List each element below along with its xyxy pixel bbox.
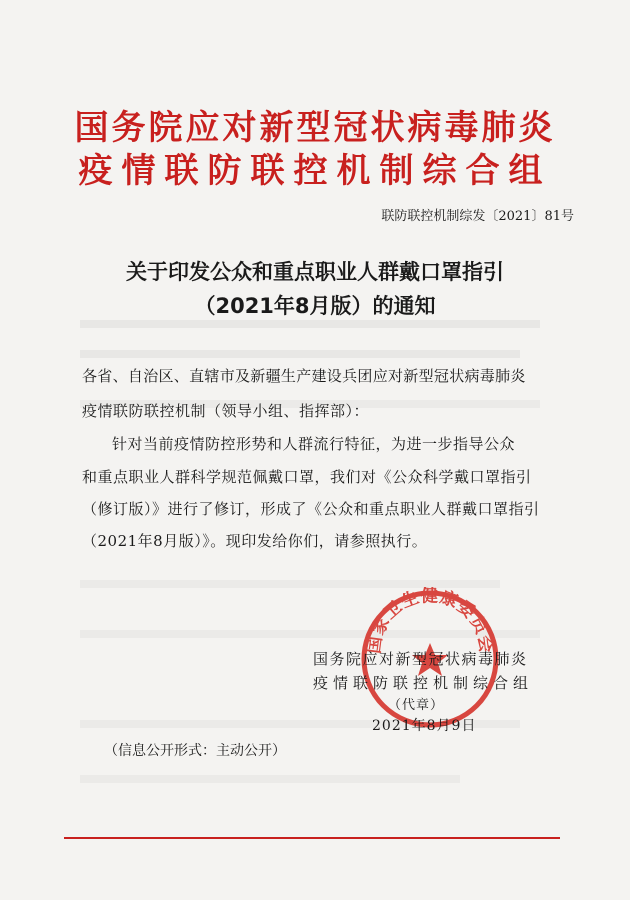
paragraph-line-2: 和重点职业人群科学规范佩戴口罩，我们对《公众科学戴口罩指引	[82, 468, 532, 486]
document-title-line-1: 关于印发公众和重点职业人群戴口罩指引	[126, 260, 504, 284]
document-number: 联防联控机制综发〔2021〕81号	[381, 209, 574, 224]
signature-seal-note: （代章）	[388, 698, 445, 713]
issuer-header-line-2: 疫情联防联控机制综合组	[78, 151, 552, 191]
seal-text: 国家卫生健康委员会	[364, 587, 496, 655]
signature-date: 2021年8月9日	[372, 718, 477, 734]
disclosure-note: （信息公开形式：主动公开）	[104, 743, 286, 759]
recipients-line-2: 疫情联防联控机制（领导小组、指挥部）：	[82, 402, 370, 420]
paragraph-line-1: 针对当前疫情防控形势和人群流行特征，为进一步指导公众	[112, 435, 516, 453]
paragraph-line-3: （修订版）》进行了修订，形成了《公众和重点职业人群戴口罩指引	[82, 500, 540, 518]
document-title-line-2: （2021年8月版）的通知	[194, 294, 436, 318]
signature-issuer-line-2: 疫情联防联控机制综合组	[313, 674, 534, 692]
signature-issuer-line-1: 国务院应对新型冠状病毒肺炎	[313, 650, 528, 668]
paragraph-line-4: （2021年8月版）》。现印发给你们，请参照执行。	[82, 532, 428, 550]
footer-red-rule	[64, 837, 560, 839]
recipients-line-1: 各省、自治区、直辖市及新疆生产建设兵团应对新型冠状病毒肺炎	[82, 367, 526, 385]
issuer-header-line-1: 国务院应对新型冠状病毒肺炎	[74, 108, 556, 148]
